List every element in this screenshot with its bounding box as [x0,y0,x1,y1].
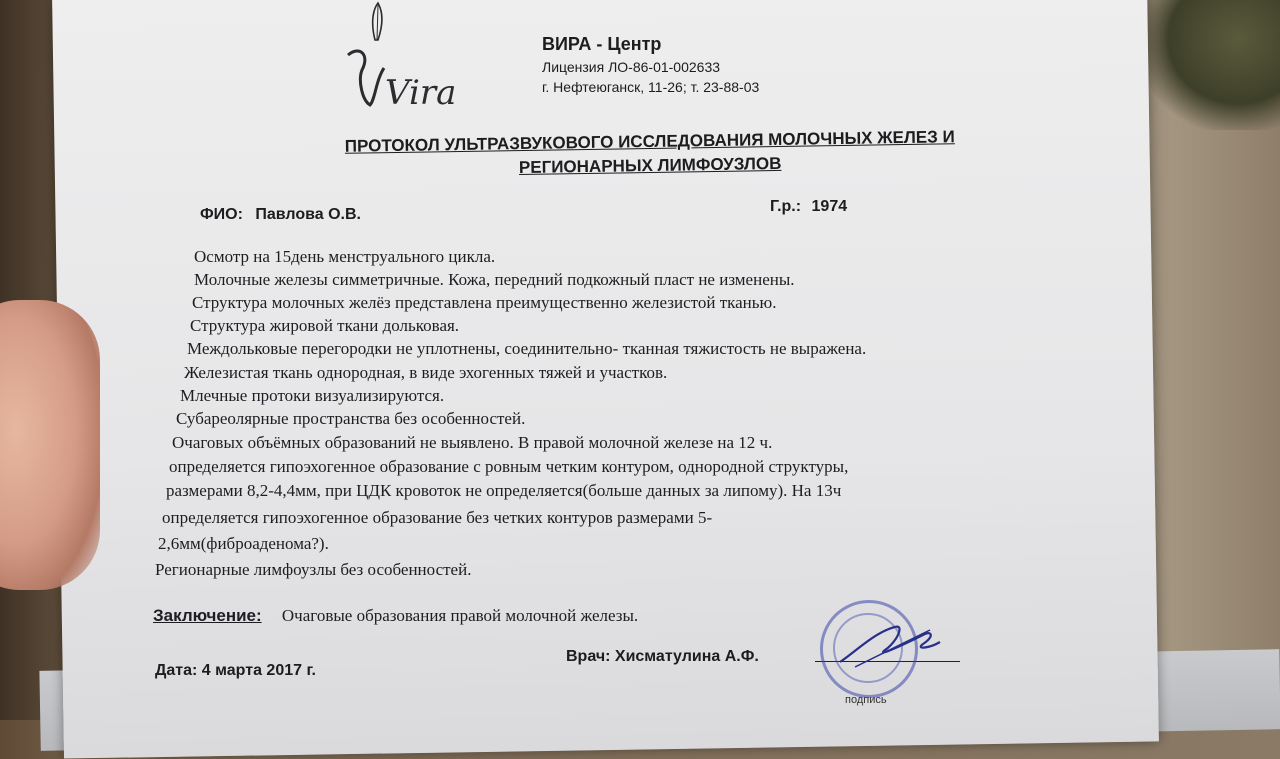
vira-logo [340,0,470,115]
logo-text: Vira [385,73,457,113]
thumb [0,300,100,590]
report-line: Молочные железы симметричные. Кожа, передний подкожный пласт не изменены. [194,270,795,289]
birth-year [770,198,847,216]
report-line: определяется гипоэхогенное образование без четких контуров размерами 5- [162,508,713,527]
report-line: Структура молочных желёз представлена преимущественно железистой тканью. [192,293,777,312]
birth-value: 1974 [811,198,848,215]
handwritten-signature [835,612,945,672]
birth-label: Г.р.: [770,198,802,215]
patient-name [200,206,361,224]
license-number: Лицензия ЛО-86-01-002633 [542,59,721,75]
report-line: Железистая ткань однородная, в виде эхогенных тяжей и участков. [184,363,668,382]
clinic-name: ВИРА - Центр [542,34,662,54]
plant-foliage [1140,0,1280,130]
clinic-address: г. Нефтеюганск, 11-26; т. 23-88-03 [542,79,760,95]
report-line: Очаговых объёмных образований не выявлено. В правой молочной железе на 12 ч. [172,433,773,452]
doctor-name: Врач: Хисматулина А.Ф. [566,648,759,665]
signature-caption: подпись [845,694,887,706]
title-line-2: РЕГИОНАРНЫХ ЛИМФОУЗЛОВ [518,153,782,178]
report-line: Междольковые перегородки не уплотнены, соединительно- тканная тяжистость не выражена. [187,339,867,358]
conclusion [153,606,638,626]
report-line: Млечные протоки визуализируются. [180,386,445,405]
conclusion-label: Заключение: [153,606,262,625]
report-line: Регионарные лимфоузлы без особенностей. [155,560,472,579]
report-line: Структура жировой ткани дольковая. [190,316,460,335]
report-line: Субареолярные пространства без особенностей. [176,409,526,428]
clinic-header [542,34,759,95]
report-line: 2,6мм(фиброаденома?). [158,534,329,553]
report-line: определяется гипоэхогенное образование с ровным четким контуром, однородной структуры, [169,457,849,476]
report-date: Дата: 4 марта 2017 г. [155,662,316,679]
fio-value: Павлова О.В. [255,206,361,223]
title-line-1: ПРОТОКОЛ УЛЬТРАЗВУКОВОГО ИССЛЕДОВАНИЯ МОЛОЧНЫХ ЖЕЛЕЗ И [344,127,955,156]
report-line: Осмотр на 15день менструального цикла. [194,247,496,266]
fio-label: ФИО: [200,206,243,223]
conclusion-text: Очаговые образования правой молочной железы. [281,606,639,625]
report-line: размерами 8,2-4,4мм, при ЦДК кровоток не определяется(больше данных за липому). На 13ч [166,481,842,500]
